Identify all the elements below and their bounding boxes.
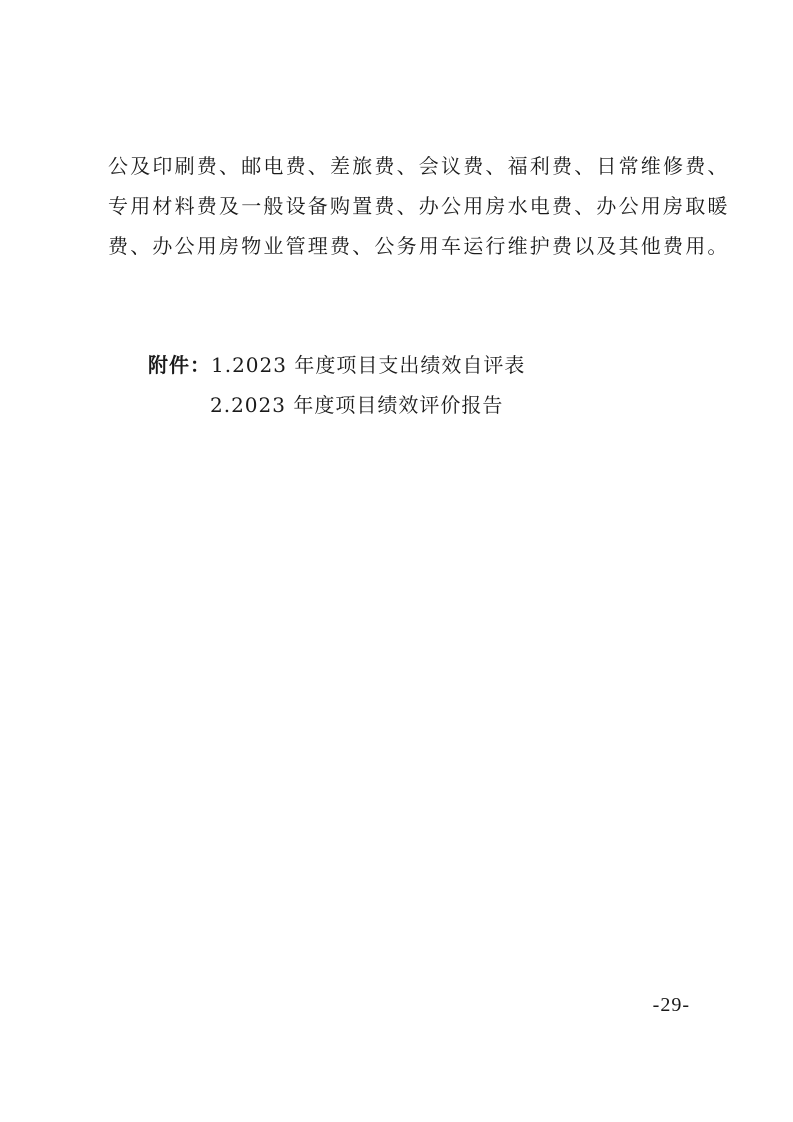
attachments-section <box>148 345 708 425</box>
attachment-item-2: 2.2023 年度项目绩效评价报告 <box>210 393 504 417</box>
paragraph-line-2: 专用材料费及一般设备购置费、办公用房水电费、办公用房取暖 <box>108 194 730 218</box>
attachment-item-1: 1.2023 年度项目支出绩效自评表 <box>211 353 526 377</box>
body-paragraph <box>108 146 730 266</box>
paragraph-line-1: 公及印刷费、邮电费、差旅费、会议费、福利费、日常维修费、 <box>108 154 730 178</box>
paragraph-line-3: 费、办公用房物业管理费、公务用车运行维护费以及其他费用。 <box>108 234 730 258</box>
attachment-row-1 <box>148 345 708 385</box>
attachments-label: 附件： <box>148 353 211 377</box>
page-number: -29- <box>652 994 690 1016</box>
attachment-row-2 <box>148 385 708 425</box>
